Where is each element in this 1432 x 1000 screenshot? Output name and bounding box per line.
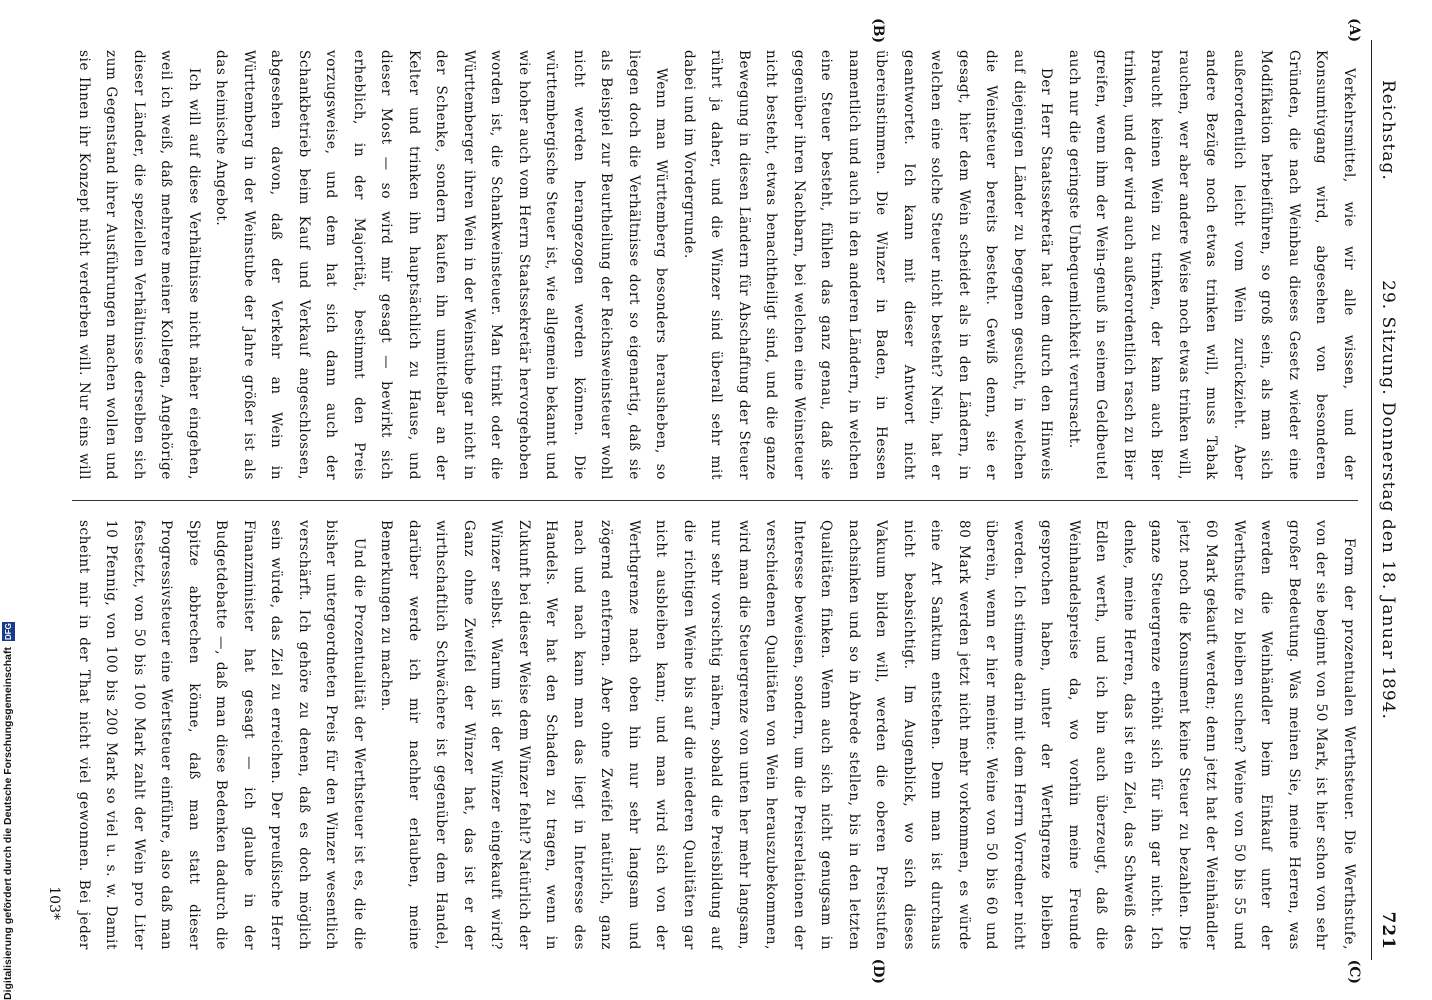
margin-marker-c: (C) <box>1346 959 1362 984</box>
paragraph: Ich will auf diese Verhältnisse nicht näher eingehen, weil ich weiß, daß mehrere meiner Kollegen, Angehörige dieser Länder, die speziellen Verhältnisse derselben sich zum Gegenstand ihrer Ausführungen machen wollen und sie Ihnen ihr Konzept nicht verderben will. Nur eins will <box>76 50 202 480</box>
left-column <box>72 50 1362 480</box>
page-header <box>1371 40 1402 960</box>
header-session: 29. Sitzung. Donnerstag den 18. Januar 1894. <box>1378 280 1398 720</box>
margin-marker-b: (B) <box>870 18 886 44</box>
header-publication: Reichstag. <box>1378 80 1398 181</box>
header-page-number: 721 <box>1378 911 1398 950</box>
paragraph: Form der prozentualen Werthsteuer. Die Werthstufe, von der sie beginnt von 50 Mark, ist hier schon von sehr großer Bedeutung. Was meinen Sie, meine Herren, was werden die Weinhändler beim Einkauf unter der Werthstufe zu bleiben suchen? Weine von 50 bis 55 und 60 Mark gekauft werden; denn jetzt hat der Weinhändler jetzt noch die Konsument keine Steuer zu bezahlen. Die ganze Steuergrenze erhöht sich für ihn gar nicht. Ich denke, meine Herren, das ist ein Ziel, das Schweiß des Edlen werth, und ich bin auch überzeugt, daß die Weinhandelspreise da, wo vorhin meine Freunde gesprochen haben, unter der Werthgrenze bleiben werden. Ich stimme darin mit dem Herrn Vorredner nicht überein, wenn er hier meinte: Weine von 50 bis 60 und 80 Mark werden jetzt nicht mehr vorkommen, es würde eine Art Sanktum entstehen. Denn man ist durchaus nicht beabsichtigt. Im Augenblick, wo sich dieses Vakuum bilden will, werden die oberen Preisstufen nachsinken und so in Abrede stellen, bis in den letzten Qualitäten finken. Wenn auch sich nicht genugsam in Interesse beweisen, sondern, um die Preisrelationen der verschiedenen Qualitäten von Wein herauszubekommen, wird man die Steuergrenze von unten her mehr langsam, nur sehr vorsichtig nähern, sobald die Preisbildung auf die richtigen Weine bis auf die niederen Qualitäten gar nicht ausbleiben kann; und man wird sich von der Werthgrenze nach oben hin nur sehr langsam und zögernd entfernen. Aber ohne Zweifel natürlich, ganz nach und nach kann man das liegt in Interesse des Handels. Wer hat den Schaden zu tragen, wenn in Zukunft bei dieser Weise dem Winzer fehlt? Natürlich der Winzer selbst. Warum ist der Winzer eingekauft wird? Ganz ohne Zweifel der Winzer hat, das ist er der wirthschaftlich Schwächere ist gegenüber dem Handel, darüber werde ich mir nachher erlauben, meine Bemerkungen zu machen. <box>378 520 1357 950</box>
document-page <box>26 18 1406 984</box>
paragraph: Der Herr Staatssekretär hat dem durch den Hinweis auf diejenigen Länder zu begegnen gesucht, in welchen die Weinsteuer bereits besteht. Gewiß denn, sie er gesagt, hier dem Wein scheidet als in den Ländern, in welchen eine solche Steuer nicht besteht? Nein, hat er geantwortet. Ich kann mit dieser Antwort nicht übereinstimmen. Die Winzer in Baden, in Hessen namentlich und auch in den anderen Ländern, in welchen eine Steuer besteht, fühlen das ganz genau, daß sie gegenüber ihren Nachbarn, bei welchen eine Weinsteuer nicht besteht, etwas benachtheiligt sind, und die ganze Bewegung in diesen Ländern für Abschaffung der Steuer rührt ja daher, und die Winzer sind überall sehr mit dabei und im Vordergrunde. <box>681 50 1055 480</box>
sheet-signature: 103* <box>46 886 62 920</box>
dfg-logo: DFG <box>4 623 13 641</box>
paragraph: Wenn man Württemberg besonders herausheben, so liegen doch die Verhältnisse dort so eigenartig, daß sie als Beispiel zur Beurtheilung der Reichsweinsteuer wohl nicht werden herangezogen werden können. Die württembergische Steuer ist, wie allgemein bekannt und wie hoher auch vom Herrn Staatssekretär hervorgehoben worden ist, die Schankweinsteuer. Man trinkt oder die Württemberger ihren Wein in der Weinstube gar nicht in der Schenke, sondern kaufen ihn unmittelbar an der Kelter und trinken ihn hauptsächlich zu Hause, und dieser Most — so wird mir gesagt — bewirkt sich erheblich, in der Majorität, bestimmt den Preis vorzugsweise, und dem hat sich dann auch der Schankbetrieb beim Kauf und Verkauf angeschlossen, abgesehen davon, daß der Verkehr an Wein in Württemberg in der Weinstube der Jahre größer ist als das heimische Angebot. <box>213 50 670 480</box>
right-column <box>72 520 1362 950</box>
paragraph: Und die Prozentualität der Werthsteuer ist es, die die bisher untergeordneten Preis für den Winzer wesentlich verschärft. Ich gehöre zu denen, daß es doch möglich sein würde, das Ziel zu erreichen. Der preußische Herr Finanzminister hat gesagt — ich glaube in der Budgetdebatte —, daß man diese Bedenken dadurch die Spitze abbrechen könne, daß man statt dieser Progressivsteuer eine Wertsteuer einführe, also daß man festsetzt, von 50 bis 100 Mark zahlt der Wein pro Liter 10 Pfennig, von 100 bis 200 Mark so viel u. s. w. Damit scheint mir in der That nicht viel gewonnen. Bei jeder <box>76 520 367 950</box>
paragraph: Verkehrsmittel, wie wir alle wissen, und der Konsumtivgang wird, abgesehen von besonderen Gründen, die nach Weinbau dieses Gesetz wieder eine Modifikation herbeiführen, so groß sein, als man sich außerordentlich leicht vom Wein zurückzieht. Aber andere Bezüge noch etwas trinken will, muss Tabak rauchen, wer aber andere Weise noch etwas trinken will, braucht keinen Wein zu trinken, der kann auch Bier trinken, und der wird auch außerordentlich rasch zu Bier greifen, wenn ihm der Wein-genuß in seinem Geldbeutel auch nur die geringste Unbequemlichkeit verursacht. <box>1066 50 1357 480</box>
text-columns <box>72 40 1362 960</box>
margin-marker-d: (D) <box>870 958 886 984</box>
column-divider <box>72 500 1358 501</box>
margin-marker-a: (A) <box>1346 18 1362 43</box>
digitization-credit-text: Digitalisierung gefördert durch die Deutsche Forschungsgemeinschaft <box>2 647 14 1000</box>
digitization-credit <box>2 0 20 1000</box>
